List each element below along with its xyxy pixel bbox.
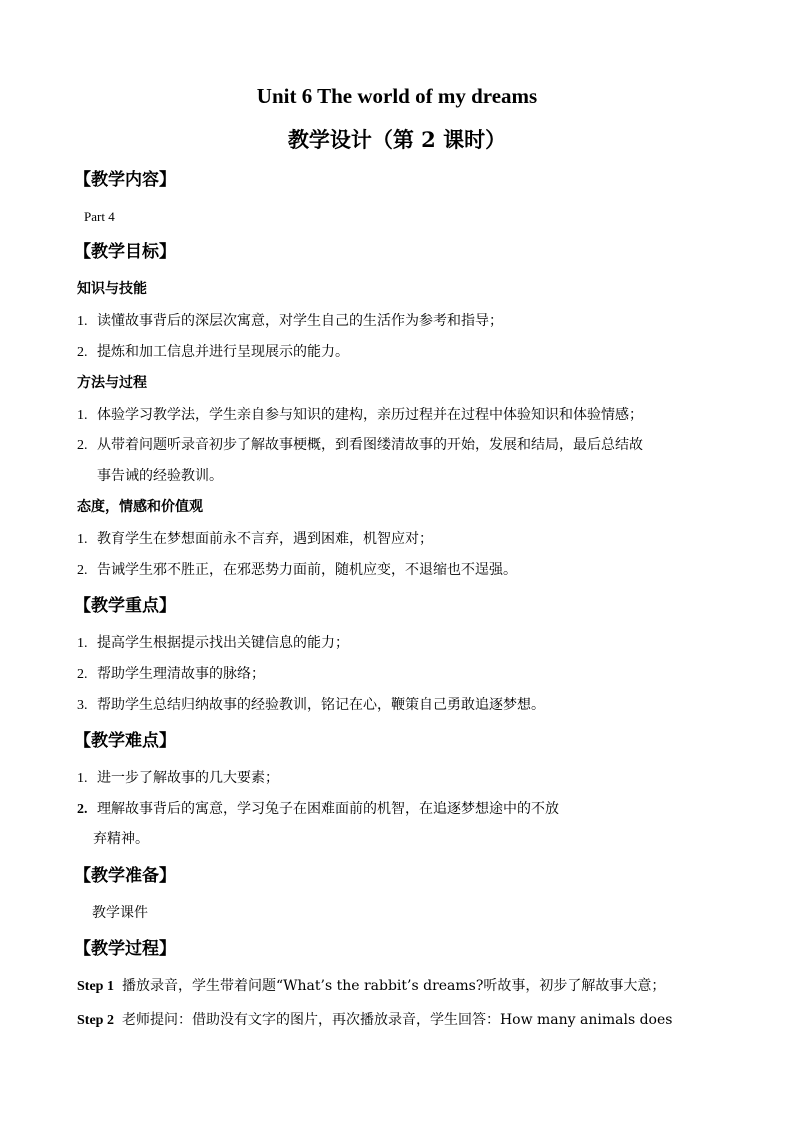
list-item-text: 教育学生在梦想面前永不言弃，遇到困难，机智应对； [97,531,433,547]
list-item-text: 进一步了解故事的几大要素； [97,770,279,786]
list-item-continuation: 事告诫的经验教训。 [97,468,223,484]
list-item [77,405,643,426]
list-item-text: 体验学习教学法，学生亲自参与知识的建构，亲历过程并在过程中体验知识和体验情感； [97,407,643,423]
list-number: 3. [77,698,88,713]
list-number: 2. [77,563,88,578]
list-item [77,435,643,456]
content-text: Part 4 [84,209,115,224]
document-title-english: Unit 6 The world of my dreams [256,84,538,108]
list-item-text: 提炼和加工信息并进行呈现展示的能力。 [97,344,349,360]
section-heading-objectives: 【教学目标】 [74,242,176,262]
step-label: Step 2 [77,1013,114,1028]
list-number: 2. [77,438,88,453]
list-item-continuation: 弃精神。 [93,831,149,847]
list-item-text: 理解故事背后的寓意，学习兔子在困难面前的机智，在追逐梦想途中的不放 [97,801,559,817]
section-heading-preparation: 【教学准备】 [74,866,176,886]
list-item [77,799,559,820]
list-number: 1. [77,408,88,423]
step-label: Step 1 [77,979,114,994]
list-number: 2. [77,345,88,360]
list-item [77,342,349,363]
list-number: 2. [77,667,88,682]
process-step [77,1010,672,1031]
preparation-text: 教学课件 [92,905,148,921]
list-number: 1. [77,771,88,786]
list-item [77,695,545,716]
list-item-text: 从带着问题听录音初步了解故事梗概，到看图缕清故事的开始，发展和结局，最后总结故 [97,437,643,453]
subheading-method: 方法与过程 [77,375,147,391]
subheading-knowledge: 知识与技能 [77,281,147,297]
list-item-text: 提高学生根据提示找出关键信息的能力； [97,635,349,651]
list-item-text: 帮助学生总结归纳故事的经验教训，铭记在心，鞭策自己勇敢追逐梦想。 [97,697,545,713]
list-item-text: 告诫学生邪不胜正，在邪恶势力面前，随机应变，不退缩也不逞强。 [97,562,517,578]
section-heading-content: 【教学内容】 [74,170,176,190]
list-item-text: 读懂故事背后的深层次寓意，对学生自己的生活作为参考和指导； [97,313,503,329]
list-item-text: 帮助学生理清故事的脉络； [97,666,265,682]
list-item [77,560,517,581]
list-item [77,633,349,654]
document-title-chinese: 教学设计（第 2 课时） [287,127,507,152]
list-number: 1. [77,532,88,547]
step-text: 老师提问：借助没有文字的图片，再次播放录音，学生回答：How many animals does [121,1012,673,1028]
step-text: 播放录音，学生带着问题“What’s the rabbit’s dreams?听故事，初步了解故事大意； [121,978,666,994]
list-number: 1. [77,636,88,651]
section-heading-key-points: 【教学重点】 [74,596,176,616]
section-heading-difficulties: 【教学难点】 [74,731,176,751]
section-heading-process: 【教学过程】 [74,939,176,959]
list-number: 1. [77,314,88,329]
list-item [77,529,433,550]
list-item [77,664,265,685]
list-item [77,311,503,332]
process-step [77,976,665,997]
list-item [77,768,279,789]
list-number: 2. [77,802,88,817]
subheading-attitude: 态度，情感和价值观 [77,499,203,515]
